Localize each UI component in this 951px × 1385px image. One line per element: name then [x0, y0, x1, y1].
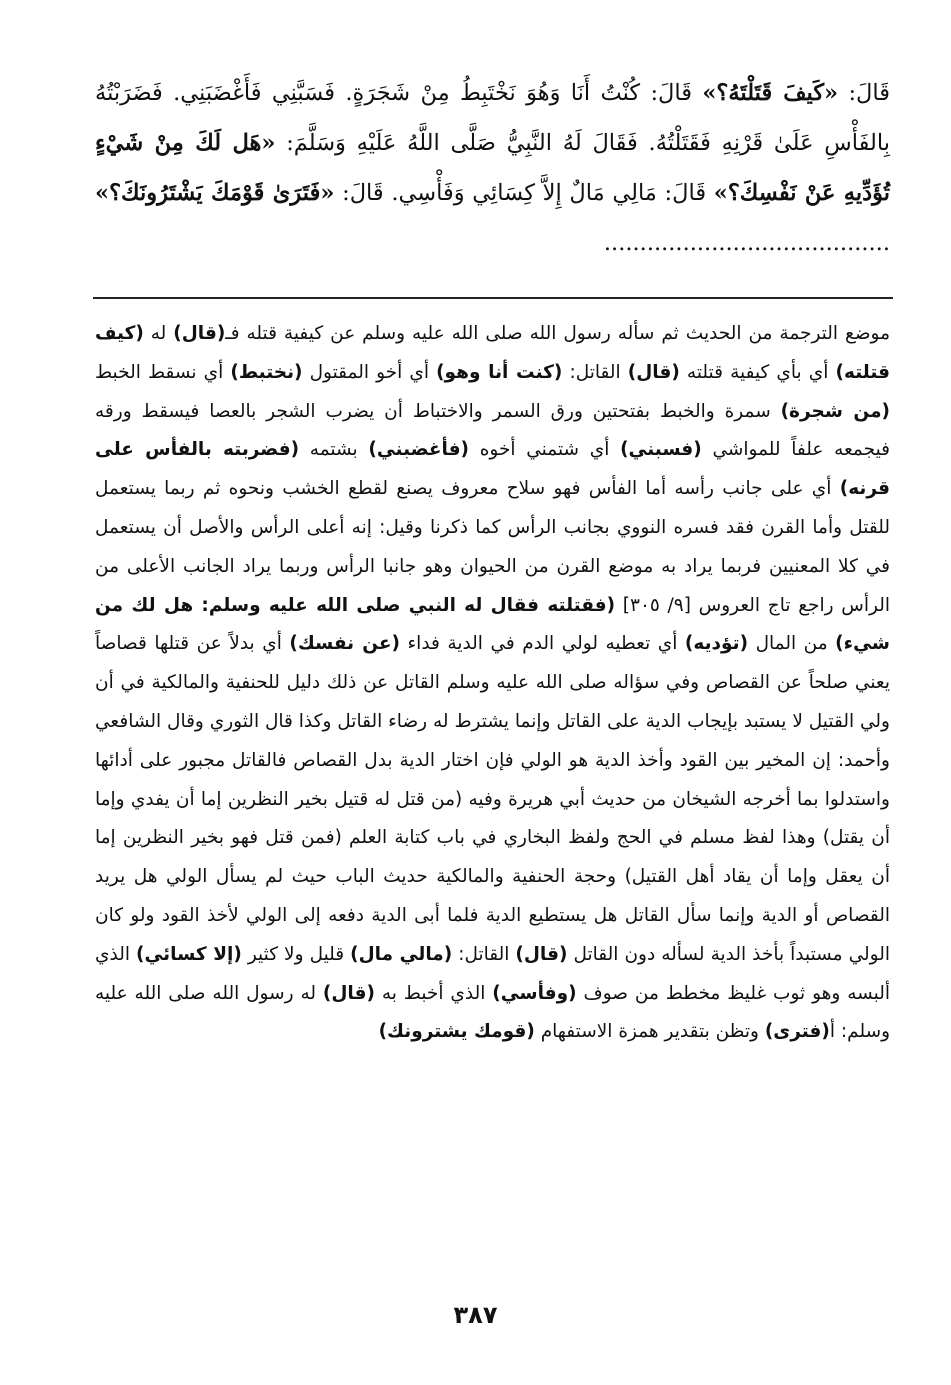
commentary-bold-phrase: (فسبني) [620, 439, 702, 461]
commentary-segment: الذي أخبط به [374, 982, 493, 1004]
commentary-segment: له [143, 323, 174, 344]
hadith-quote: «كَيفَ قَتَلْتَهُ؟» [702, 80, 839, 106]
commentary-bold-phrase: (نختبط) [230, 361, 303, 383]
commentary-bold-phrase: (عن نفسك) [289, 633, 400, 655]
commentary-segment: أي بدلاً عن قتلها قصاصاً يعني صلحاً عن القصاص وفي سؤاله صلى الله عليه وسلم القاتل عن ذلك دليل للحنفية والمالكية في أن ولي القتيل لا يستبد بإيجاب الدية على القاتل وإنما يشترط له رضاء القاتل وكذا قال الثوري وقال الشافعي وأحمد: إن المخير بين القود وأخذ الدية هو الولي فإن اختار الدية بدل القصاص فالقاتل مجبور على أدائها واستدلوا بما أخرجه الشيخان من حديث أبي هريرة وفيه (من قتل له قتيل بخير النظرين إما أن يفدي وإما أن يقتل) وهذا لفظ مسلم في الحج ولفظ البخاري في باب كتابة العلم (فمن قتل فهو بخير النظرين إما أن يعقل وإما أن يقاد أهل القتيل) وحجة الحنفية والمالكية حديث الباب حيث لم يسأل الولي هل يريد القصاص أو الدية وإنما سأل القاتل هل يستطيع الدية فلما أبى الدية دفعه إلى الولي لأخذ القود ولو كان الولي مستبداً بأخذ الدية لسأله دون القاتل [95, 633, 890, 965]
hadith-segment: قَالَ: كُنْتُ أَنَا وَهُوَ نَخْتَبِطُ مِنْ شَجَرَةٍ. فَسَبَّنِي فَأَغْضَبَنِي. فَضَرَبْتُهُ بِالفَأْسِ عَلَىٰ قَرْنِهِ فَقَتَلْتُهُ. فَقَالَ لَهُ النَّبِيُّ صَلَّى اللَّهُ عَلَيْهِ وَسَلَّمَ: [95, 80, 890, 156]
commentary-segment: الذي ألبسه وهو ثوب غليظ مخطط من صوف [95, 943, 890, 1004]
hadith-quote: «هَل لَكَ مِنْ شَيْءٍ تُؤَدِّيهِ عَنْ نَفْسِكَ؟» [95, 130, 891, 206]
commentary-bold-phrase: (قال) [627, 361, 680, 383]
commentary-bold-phrase: (قومك يشترونك) [378, 1021, 535, 1043]
commentary-bold-phrase: (كيف قتلته) [95, 323, 890, 383]
commentary-segment: أي على جانب رأسه أما الفأس فهو سلاح معروف يصنع لقطع الخشب ونحوه ثم ربما يستعمل للقتل وأما القرن فقد فسره النووي بجانب الرأس كما ذكرنا وقيل: إنه أعلى الرأس والأصل أن يستعمل في كلا المعنيين فربما يراد به موضع القرن من الحيوان وهو جانبا الرأس وربما يراد الجانب الأعلى من الرأس راجع تاج العروس [٩/ ٣٠٥] [95, 478, 890, 616]
commentary-bold-phrase: (مالي مال) [350, 943, 453, 965]
footnote-divider [93, 297, 893, 299]
commentary-bold-phrase: (من شجرة) [780, 400, 890, 422]
commentary-text [95, 315, 890, 1052]
commentary-segment: موضع الترجمة من الحديث ثم سأله رسول الله صلى الله عليه وسلم عن كيفية قتله فـ [225, 323, 890, 344]
commentary-segment: القاتل: [452, 943, 516, 965]
commentary-bold-phrase: (فترى) [764, 1021, 830, 1043]
commentary-segment: أي نسقط الخبط [95, 361, 231, 383]
hadith-segment: ........................................ [603, 230, 890, 256]
commentary-bold-phrase: (إلا كسائي) [136, 943, 242, 965]
commentary-segment: سمرة والخبط بفتحتين ورق السمر والاختباط أن يضرب الشجر بالعصا فيسقط ورقه فيجمعه علفاً للمواشي [95, 400, 890, 461]
commentary-bold-phrase: (كنت أنا وهو) [436, 361, 563, 383]
commentary-segment: وتظن بتقدير همزة الاستفهام [534, 1021, 765, 1043]
commentary-segment: أي شتمني أخوه [469, 439, 621, 461]
commentary-bold-phrase: (فقتلته فقال له النبي صلى الله عليه وسلم: هل لك من شيء) [95, 594, 890, 655]
hadith-segment: قَالَ: مَالِي مَالٌ إِلاَّ كِسَائِي وَفَأْسِي. قَالَ: [334, 180, 714, 206]
commentary-segment: له رسول الله صلى الله عليه وسلم: أ [95, 982, 890, 1043]
commentary-bold-phrase: (قال) [322, 982, 375, 1004]
commentary-segment: أي أخو المقتول [302, 361, 437, 383]
commentary-bold-phrase: (تؤديه) [684, 633, 749, 655]
commentary-segment: القاتل: [562, 361, 628, 383]
commentary-bold-phrase: (وفأسي) [492, 982, 577, 1004]
hadith-quote: «فَتَرَىٰ قَوْمَكَ يَشْتَرُونَكَ؟» [95, 180, 335, 206]
commentary-bold-phrase: (قال) [173, 323, 226, 344]
hadith-text [95, 68, 890, 268]
page-number: ٣٨٧ [453, 1301, 498, 1329]
commentary-bold-phrase: (قال) [515, 943, 568, 965]
commentary-segment: من المال [748, 633, 836, 655]
hadith-segment: قَالَ: [838, 80, 891, 106]
commentary-segment: أي بأي كيفية قتلته [679, 361, 836, 383]
commentary-segment: قليل ولا كثير [241, 943, 351, 965]
commentary-segment: بشتمه [299, 439, 369, 461]
commentary-segment: أي تعطيه لولي الدم في الدية فداء [399, 633, 685, 655]
commentary-bold-phrase: (فأغضبني) [368, 439, 470, 461]
commentary-bold-phrase: (فضربته بالفأس على قرنه) [95, 439, 890, 500]
